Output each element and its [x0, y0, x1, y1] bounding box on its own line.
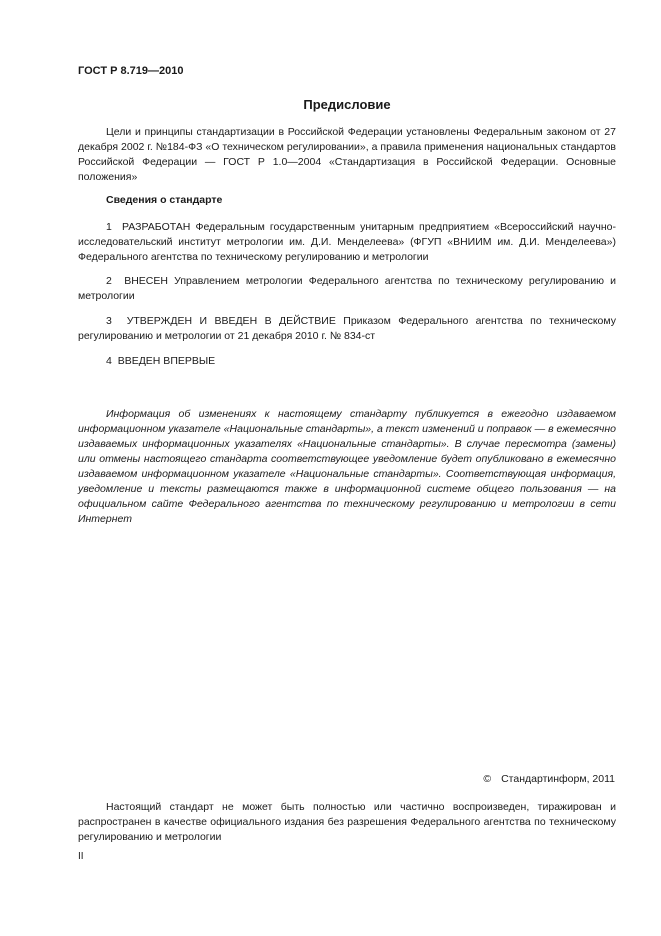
item-number: 3 — [106, 315, 112, 327]
item-number: 2 — [106, 275, 112, 287]
item-text: Федеральным государственным унитарным предприятием «Всероссийский научно-исследовательский институт метрологии им. Д.И. Менделеева» (ФГУП «ВНИИМ им. Д.И. Менделеева») Федерального агентства по техническому регулированию и метрологии — [78, 221, 616, 263]
standard-info-item-2 — [78, 274, 616, 304]
page-title: Предисловие — [303, 97, 391, 112]
item-number: 4 — [106, 355, 112, 367]
item-label: ВВЕДЕН ВПЕРВЫЕ — [117, 355, 216, 367]
item-number: 1 — [106, 221, 112, 233]
item-label: РАЗРАБОТАН — [121, 221, 191, 233]
item-label: ВНЕСЕН — [124, 275, 168, 287]
standard-info-heading: Сведения о стандарте — [106, 194, 223, 206]
standard-info-item-1 — [78, 220, 616, 265]
standard-info-item-3 — [78, 314, 616, 344]
copyright-text: Стандартинформ, 2011 — [501, 773, 615, 785]
intro-paragraph: Цели и принципы стандартизации в Российской Федерации установлены Федеральным законом от 27 декабря 2002 г. №184-ФЗ «О техническом регулировании», а правила применения национальных стандартов Российской Федерации — ГОСТ Р 1.0—2004 «Стандартизация в Российской Федерации. Основные положения» — [78, 126, 616, 183]
standard-info-item-4 — [78, 354, 616, 369]
document-code: ГОСТ Р 8.719—2010 — [78, 65, 184, 77]
copyright-line — [483, 773, 615, 785]
item-label: УТВЕРЖДЕН И ВВЕДЕН В ДЕЙСТВИЕ — [126, 315, 336, 327]
page-number: II — [78, 851, 84, 862]
information-note: Информация об изменениях к настоящему стандарту публикуется в ежегодно издаваемом информационном указателе «Национальные стандарты», а текст изменений и поправок — в ежемесячно издаваемых информационных указателях «Национальные стандарты». В случае пересмотра (замены) или отмены настоящего стандарта соответствующее уведомление будет опубликовано в ежемесячно издаваемом информационном указателе «Национальные стандарты». Соответствующая информация, уведомление и тексты размещаются также в информационной системе общего пользования — на официальном сайте Федерального агентства по техническому регулированию и метрологии в сети Интернет — [78, 408, 616, 525]
item-text: Приказом Федерального агентства по техническому регулированию и метрологии от 21 декабря 2010 г. № 834-ст — [78, 315, 616, 342]
copyright-icon: © — [483, 773, 492, 785]
reproduction-note: Настоящий стандарт не может быть полностью или частично воспроизведен, тиражирован и распространен в качестве официального издания без разрешения Федерального агентства по техническому регулированию и метрологии — [78, 801, 616, 843]
item-text: Управлением метрологии Федерального агентства по техническому регулированию и метрологии — [78, 275, 616, 302]
